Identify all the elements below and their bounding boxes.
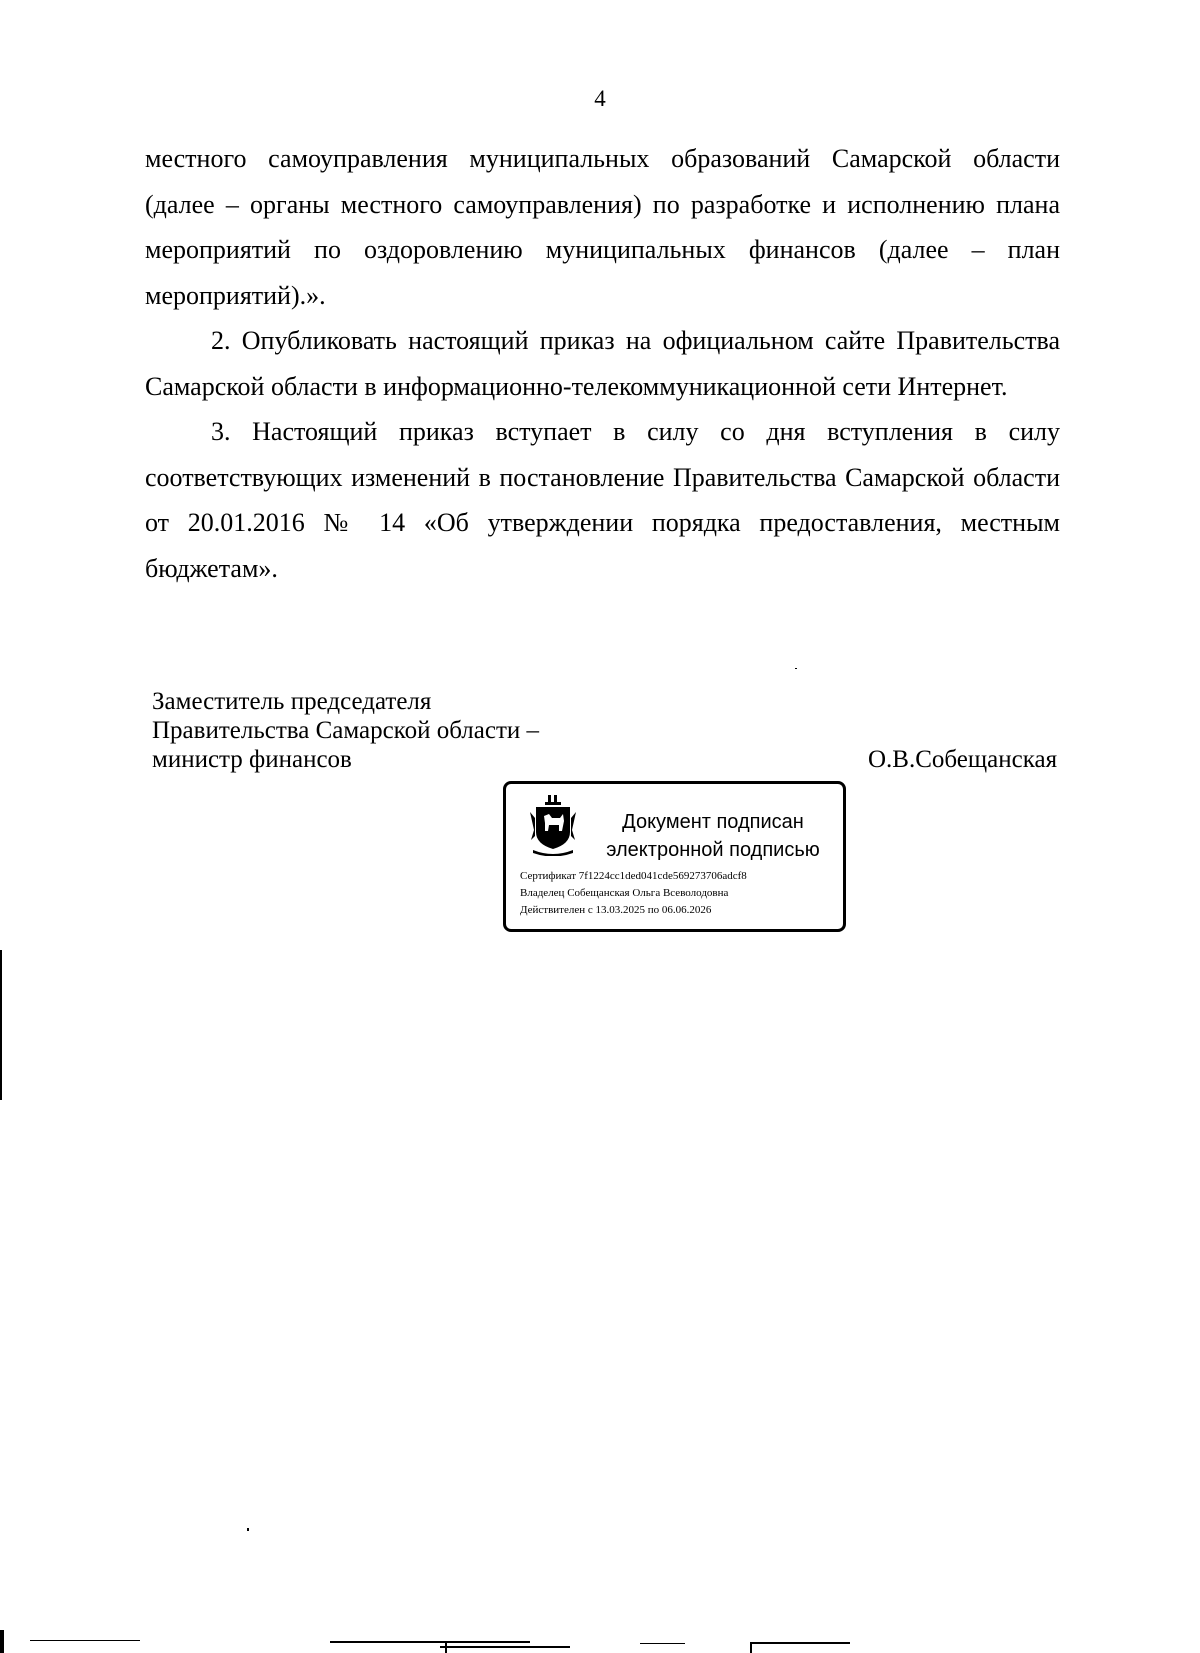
paragraph-item-2: 2. Опубликовать настоящий приказ на официальном сайте Правительства Самарской области в информационно-телекоммуникационной сети Интернет. xyxy=(145,326,1060,401)
stamp-owner: Владелец Собещанская Ольга Всеволодовна xyxy=(520,887,729,899)
scan-artifact-bottom-line xyxy=(30,1640,140,1641)
scan-artifact-bottom-line xyxy=(330,1641,530,1643)
scan-artifact-left-edge xyxy=(0,950,2,1100)
scan-artifact-bottom-line xyxy=(640,1643,685,1644)
document-body xyxy=(145,136,1060,591)
scan-artifact-dot xyxy=(247,1528,249,1531)
scan-artifact-dot xyxy=(795,668,797,669)
signatory-position-line: министр финансов xyxy=(152,746,352,773)
paragraph-item-3: 3. Настоящий приказ вступает в силу со дня вступления в силу соответствующих изменений в постановление Правительства Самарской области от 20.01.2016 № 14 «Об утверждении порядка предоставления, местным бюджетам». xyxy=(145,417,1060,583)
signatory-name: О.В.Собещанская xyxy=(868,746,1058,773)
stamp-certificate: Сертификат 7f1224cc1ded041cde569273706adcf8 xyxy=(520,870,747,882)
signatory-position xyxy=(152,687,539,774)
paragraph-continuation: местного самоуправления муниципальных образований Самарской области (далее – органы местного самоуправления) по разработке и исполнению плана мероприятий по оздоровлению муниципальных финансов (далее – план мероприятий).». xyxy=(145,144,1060,310)
electronic-signature-stamp xyxy=(503,781,846,932)
stamp-details xyxy=(520,868,747,919)
stamp-title-line: электронной подписью xyxy=(606,839,820,861)
scan-artifact-bottom-line xyxy=(440,1646,570,1648)
scan-artifact-bottom-line xyxy=(750,1642,752,1653)
stamp-validity: Действителен с 13.03.2025 по 06.06.2026 xyxy=(520,904,712,916)
scan-artifact-left-bottom xyxy=(0,1630,4,1653)
samara-coat-of-arms-icon xyxy=(528,794,578,856)
scan-artifact-bottom-line xyxy=(750,1642,850,1644)
signatory-position-line: Заместитель председателя xyxy=(152,688,432,715)
page-number: 4 xyxy=(594,86,606,111)
scan-artifact-bottom-line xyxy=(445,1643,447,1653)
signatory-position-line: Правительства Самарской области – xyxy=(152,717,540,744)
stamp-title-line: Документ подписан xyxy=(622,811,804,833)
stamp-title xyxy=(588,808,838,864)
